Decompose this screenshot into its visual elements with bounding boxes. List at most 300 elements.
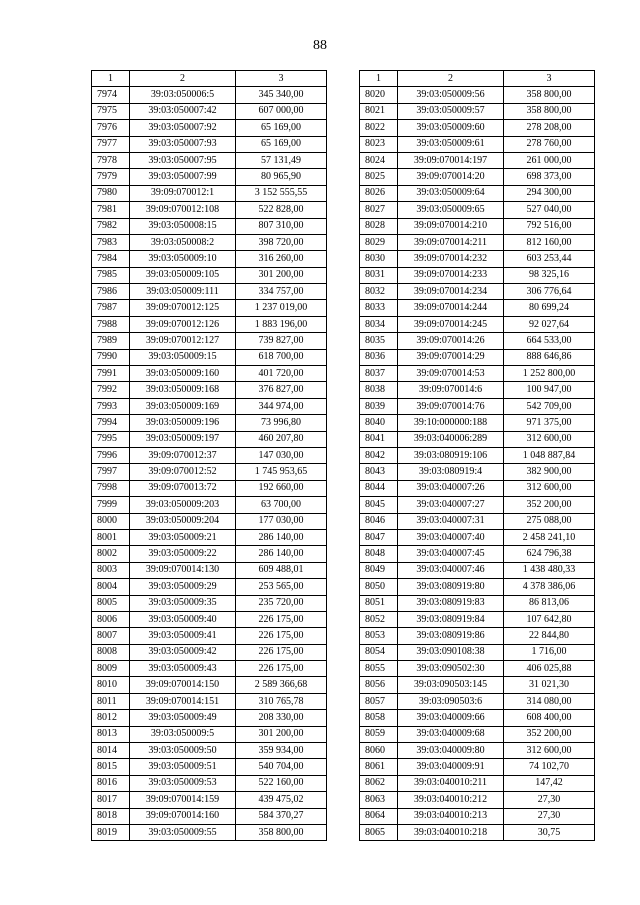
cadastral-number: 39:03:040007:40 bbox=[398, 529, 504, 545]
table-row bbox=[92, 497, 327, 513]
cadastral-number: 39:03:050009:60 bbox=[398, 120, 504, 136]
row-number: 8019 bbox=[92, 824, 130, 840]
table-row bbox=[92, 644, 327, 660]
cadastral-value: 65 169,00 bbox=[236, 120, 327, 136]
cadastral-number: 39:09:070014:233 bbox=[398, 267, 504, 283]
cadastral-number: 39:03:050009:196 bbox=[130, 415, 236, 431]
cadastral-number: 39:03:040010:211 bbox=[398, 775, 504, 791]
table-row bbox=[360, 120, 595, 136]
cadastral-number: 39:03:050009:22 bbox=[130, 546, 236, 562]
table-row bbox=[360, 529, 595, 545]
cadastral-value: 624 796,38 bbox=[504, 546, 595, 562]
cadastral-number: 39:09:070014:150 bbox=[130, 677, 236, 693]
row-number: 8065 bbox=[360, 824, 398, 840]
table-row bbox=[360, 316, 595, 332]
row-number: 8050 bbox=[360, 579, 398, 595]
table-row bbox=[92, 759, 327, 775]
cadastral-value: 344 974,00 bbox=[236, 398, 327, 414]
table-row bbox=[360, 169, 595, 185]
cadastral-value: 3 152 555,55 bbox=[236, 185, 327, 201]
table-row bbox=[360, 431, 595, 447]
cadastral-value: 312 600,00 bbox=[504, 431, 595, 447]
cadastral-number: 39:09:070012:126 bbox=[130, 316, 236, 332]
cadastral-number: 39:03:080919:84 bbox=[398, 611, 504, 627]
table-row bbox=[360, 611, 595, 627]
row-number: 8014 bbox=[92, 743, 130, 759]
cadastral-value: 30,75 bbox=[504, 824, 595, 840]
cadastral-value: 27,30 bbox=[504, 808, 595, 824]
table-row bbox=[92, 595, 327, 611]
cadastral-value: 226 175,00 bbox=[236, 661, 327, 677]
cadastral-value: 540 704,00 bbox=[236, 759, 327, 775]
cadastral-number: 39:03:040007:45 bbox=[398, 546, 504, 562]
table-row bbox=[92, 562, 327, 578]
row-number: 8038 bbox=[360, 382, 398, 398]
row-number: 8059 bbox=[360, 726, 398, 742]
cadastral-value: 294 300,00 bbox=[504, 185, 595, 201]
row-number: 8054 bbox=[360, 644, 398, 660]
table-row bbox=[92, 726, 327, 742]
cadastral-value: 792 516,00 bbox=[504, 218, 595, 234]
table-row bbox=[92, 628, 327, 644]
row-number: 7978 bbox=[92, 152, 130, 168]
cadastral-number: 39:09:070014:234 bbox=[398, 284, 504, 300]
row-number: 7996 bbox=[92, 447, 130, 463]
row-number: 8058 bbox=[360, 710, 398, 726]
cadastral-number: 39:03:050009:51 bbox=[130, 759, 236, 775]
cadastral-value: 608 400,00 bbox=[504, 710, 595, 726]
header-row bbox=[92, 71, 327, 87]
cadastral-value: 352 200,00 bbox=[504, 726, 595, 742]
table-row bbox=[92, 87, 327, 103]
row-number: 8004 bbox=[92, 579, 130, 595]
table-row bbox=[360, 103, 595, 119]
table-row bbox=[92, 267, 327, 283]
table-row bbox=[360, 202, 595, 218]
row-number: 8025 bbox=[360, 169, 398, 185]
cadastral-number: 39:03:050009:15 bbox=[130, 349, 236, 365]
cadastral-number: 39:03:050009:65 bbox=[398, 202, 504, 218]
cadastral-value: 4 378 386,06 bbox=[504, 579, 595, 595]
table-row bbox=[92, 710, 327, 726]
table-row bbox=[92, 513, 327, 529]
cadastral-value: 253 565,00 bbox=[236, 579, 327, 595]
cadastral-number: 39:09:070014:197 bbox=[398, 152, 504, 168]
table-row bbox=[92, 415, 327, 431]
cadastral-value: 398 720,00 bbox=[236, 234, 327, 250]
row-number: 7979 bbox=[92, 169, 130, 185]
cadastral-number: 39:03:080919:83 bbox=[398, 595, 504, 611]
cadastral-value: 278 760,00 bbox=[504, 136, 595, 152]
cadastral-number: 39:03:090502:30 bbox=[398, 661, 504, 677]
cadastral-value: 192 660,00 bbox=[236, 480, 327, 496]
table-row bbox=[92, 202, 327, 218]
table-row bbox=[92, 464, 327, 480]
cadastral-number: 39:03:050009:61 bbox=[398, 136, 504, 152]
cadastral-number: 39:09:070012:52 bbox=[130, 464, 236, 480]
cadastral-number: 39:03:050009:42 bbox=[130, 644, 236, 660]
row-number: 8016 bbox=[92, 775, 130, 791]
table-row bbox=[360, 792, 595, 808]
table-row bbox=[92, 611, 327, 627]
table-row bbox=[92, 333, 327, 349]
cadastral-number: 39:03:040007:27 bbox=[398, 497, 504, 513]
cadastral-number: 39:03:050009:49 bbox=[130, 710, 236, 726]
row-number: 8037 bbox=[360, 366, 398, 382]
cadastral-number: 39:09:070012:37 bbox=[130, 447, 236, 463]
table-row bbox=[360, 251, 595, 267]
cadastral-value: 1 883 196,00 bbox=[236, 316, 327, 332]
row-number: 7974 bbox=[92, 87, 130, 103]
cadastral-number: 39:03:040009:66 bbox=[398, 710, 504, 726]
row-number: 8031 bbox=[360, 267, 398, 283]
row-number: 8001 bbox=[92, 529, 130, 545]
column-header-cadastral: 2 bbox=[130, 71, 236, 87]
table-row bbox=[92, 169, 327, 185]
cadastral-value: 698 373,00 bbox=[504, 169, 595, 185]
cadastral-number: 39:03:040007:26 bbox=[398, 480, 504, 496]
table-row bbox=[360, 710, 595, 726]
row-number: 7987 bbox=[92, 300, 130, 316]
column-header-cadastral: 2 bbox=[398, 71, 504, 87]
table-row bbox=[360, 300, 595, 316]
row-number: 8017 bbox=[92, 792, 130, 808]
table-row bbox=[360, 513, 595, 529]
row-number: 8005 bbox=[92, 595, 130, 611]
table-row bbox=[360, 185, 595, 201]
cadastral-number: 39:09:070014:211 bbox=[398, 234, 504, 250]
cadastral-value: 522 828,00 bbox=[236, 202, 327, 218]
table-row bbox=[360, 136, 595, 152]
cadastral-number: 39:03:050009:111 bbox=[130, 284, 236, 300]
table-row bbox=[360, 267, 595, 283]
row-number: 7984 bbox=[92, 251, 130, 267]
table-row bbox=[92, 431, 327, 447]
row-number: 8002 bbox=[92, 546, 130, 562]
cadastral-number: 39:03:050009:40 bbox=[130, 611, 236, 627]
row-number: 8012 bbox=[92, 710, 130, 726]
row-number: 8030 bbox=[360, 251, 398, 267]
table-row bbox=[92, 316, 327, 332]
cadastral-value: 739 827,00 bbox=[236, 333, 327, 349]
cadastral-number: 39:03:050009:10 bbox=[130, 251, 236, 267]
cadastral-number: 39:03:080919:80 bbox=[398, 579, 504, 595]
table-row bbox=[92, 234, 327, 250]
cadastral-value: 522 160,00 bbox=[236, 775, 327, 791]
cadastral-value: 147 030,00 bbox=[236, 447, 327, 463]
cadastral-value: 1 048 887,84 bbox=[504, 447, 595, 463]
table-row bbox=[360, 693, 595, 709]
row-number: 7998 bbox=[92, 480, 130, 496]
table-row bbox=[360, 284, 595, 300]
cadastral-value: 278 208,00 bbox=[504, 120, 595, 136]
cadastral-value: 316 260,00 bbox=[236, 251, 327, 267]
cadastral-value: 460 207,80 bbox=[236, 431, 327, 447]
cadastral-value: 971 375,00 bbox=[504, 415, 595, 431]
row-number: 8027 bbox=[360, 202, 398, 218]
row-number: 8042 bbox=[360, 447, 398, 463]
row-number: 8032 bbox=[360, 284, 398, 300]
cadastral-value: 22 844,80 bbox=[504, 628, 595, 644]
row-number: 8033 bbox=[360, 300, 398, 316]
cadastral-number: 39:03:050009:56 bbox=[398, 87, 504, 103]
cadastral-number: 39:03:090108:38 bbox=[398, 644, 504, 660]
cadastral-value: 286 140,00 bbox=[236, 546, 327, 562]
cadastral-number: 39:03:050009:105 bbox=[130, 267, 236, 283]
register-table-left bbox=[91, 70, 327, 841]
cadastral-value: 807 310,00 bbox=[236, 218, 327, 234]
cadastral-number: 39:03:050009:203 bbox=[130, 497, 236, 513]
table-row bbox=[360, 464, 595, 480]
row-number: 8000 bbox=[92, 513, 130, 529]
row-number: 8049 bbox=[360, 562, 398, 578]
cadastral-value: 65 169,00 bbox=[236, 136, 327, 152]
row-number: 8006 bbox=[92, 611, 130, 627]
cadastral-value: 301 200,00 bbox=[236, 726, 327, 742]
row-number: 7989 bbox=[92, 333, 130, 349]
cadastral-value: 1 716,00 bbox=[504, 644, 595, 660]
row-number: 8018 bbox=[92, 808, 130, 824]
cadastral-number: 39:09:070014:151 bbox=[130, 693, 236, 709]
row-number: 7976 bbox=[92, 120, 130, 136]
row-number: 8056 bbox=[360, 677, 398, 693]
cadastral-number: 39:03:050007:93 bbox=[130, 136, 236, 152]
cadastral-number: 39:09:070012:125 bbox=[130, 300, 236, 316]
table-row bbox=[92, 120, 327, 136]
table-row bbox=[360, 152, 595, 168]
cadastral-number: 39:03:050009:204 bbox=[130, 513, 236, 529]
cadastral-number: 39:03:050007:95 bbox=[130, 152, 236, 168]
cadastral-value: 310 765,78 bbox=[236, 693, 327, 709]
cadastral-value: 92 027,64 bbox=[504, 316, 595, 332]
row-number: 8047 bbox=[360, 529, 398, 545]
cadastral-value: 235 720,00 bbox=[236, 595, 327, 611]
table-row bbox=[92, 775, 327, 791]
row-number: 8039 bbox=[360, 398, 398, 414]
row-number: 7986 bbox=[92, 284, 130, 300]
cadastral-value: 208 330,00 bbox=[236, 710, 327, 726]
table-row bbox=[360, 628, 595, 644]
row-number: 8011 bbox=[92, 693, 130, 709]
cadastral-number: 39:03:040006:289 bbox=[398, 431, 504, 447]
table-row bbox=[360, 546, 595, 562]
row-number: 8057 bbox=[360, 693, 398, 709]
cadastral-number: 39:03:050009:64 bbox=[398, 185, 504, 201]
cadastral-value: 314 080,00 bbox=[504, 693, 595, 709]
cadastral-value: 80 699,24 bbox=[504, 300, 595, 316]
row-number: 8034 bbox=[360, 316, 398, 332]
cadastral-number: 39:03:050008:2 bbox=[130, 234, 236, 250]
cadastral-value: 63 700,00 bbox=[236, 497, 327, 513]
table-row bbox=[360, 579, 595, 595]
row-number: 8020 bbox=[360, 87, 398, 103]
cadastral-number: 39:09:070014:76 bbox=[398, 398, 504, 414]
cadastral-number: 39:09:070012:127 bbox=[130, 333, 236, 349]
cadastral-number: 39:09:070014:6 bbox=[398, 382, 504, 398]
cadastral-number: 39:03:050007:92 bbox=[130, 120, 236, 136]
cadastral-value: 888 646,86 bbox=[504, 349, 595, 365]
cadastral-value: 334 757,00 bbox=[236, 284, 327, 300]
table-row bbox=[360, 349, 595, 365]
table-row bbox=[360, 480, 595, 496]
cadastral-value: 359 934,00 bbox=[236, 743, 327, 759]
row-number: 7991 bbox=[92, 366, 130, 382]
cadastral-value: 107 642,80 bbox=[504, 611, 595, 627]
cadastral-number: 39:03:050009:41 bbox=[130, 628, 236, 644]
table-row bbox=[360, 497, 595, 513]
row-number: 7975 bbox=[92, 103, 130, 119]
cadastral-number: 39:03:040010:218 bbox=[398, 824, 504, 840]
cadastral-value: 358 800,00 bbox=[236, 824, 327, 840]
table-row bbox=[92, 300, 327, 316]
row-number: 8044 bbox=[360, 480, 398, 496]
table-row bbox=[360, 677, 595, 693]
table-row bbox=[92, 546, 327, 562]
cadastral-number: 39:03:050009:43 bbox=[130, 661, 236, 677]
table-row bbox=[360, 726, 595, 742]
row-number: 8021 bbox=[360, 103, 398, 119]
cadastral-value: 358 800,00 bbox=[504, 103, 595, 119]
table-row bbox=[92, 103, 327, 119]
cadastral-number: 39:03:040007:46 bbox=[398, 562, 504, 578]
cadastral-value: 618 700,00 bbox=[236, 349, 327, 365]
row-number: 8060 bbox=[360, 743, 398, 759]
cadastral-value: 1 745 953,65 bbox=[236, 464, 327, 480]
cadastral-value: 1 252 800,00 bbox=[504, 366, 595, 382]
table-row bbox=[360, 562, 595, 578]
cadastral-number: 39:09:070014:232 bbox=[398, 251, 504, 267]
row-number: 8007 bbox=[92, 628, 130, 644]
cadastral-number: 39:03:090503:6 bbox=[398, 693, 504, 709]
table-row bbox=[92, 136, 327, 152]
table-row bbox=[360, 366, 595, 382]
cadastral-value: 584 370,27 bbox=[236, 808, 327, 824]
row-number: 8036 bbox=[360, 349, 398, 365]
table-row bbox=[92, 398, 327, 414]
row-number: 7990 bbox=[92, 349, 130, 365]
row-number: 8026 bbox=[360, 185, 398, 201]
cadastral-value: 226 175,00 bbox=[236, 628, 327, 644]
cadastral-number: 39:03:050009:29 bbox=[130, 579, 236, 595]
cadastral-value: 301 200,00 bbox=[236, 267, 327, 283]
row-number: 8010 bbox=[92, 677, 130, 693]
cadastral-value: 74 102,70 bbox=[504, 759, 595, 775]
row-number: 8061 bbox=[360, 759, 398, 775]
cadastral-number: 39:03:080919:86 bbox=[398, 628, 504, 644]
cadastral-number: 39:09:070013:72 bbox=[130, 480, 236, 496]
table-row bbox=[92, 447, 327, 463]
table-row bbox=[360, 759, 595, 775]
table-row bbox=[92, 218, 327, 234]
register-table-right bbox=[359, 70, 595, 841]
table-row bbox=[92, 824, 327, 840]
table-row bbox=[92, 349, 327, 365]
row-number: 8024 bbox=[360, 152, 398, 168]
cadastral-value: 31 021,30 bbox=[504, 677, 595, 693]
cadastral-value: 358 800,00 bbox=[504, 87, 595, 103]
table-row bbox=[92, 251, 327, 267]
cadastral-value: 312 600,00 bbox=[504, 480, 595, 496]
cadastral-value: 147,42 bbox=[504, 775, 595, 791]
row-number: 8035 bbox=[360, 333, 398, 349]
cadastral-value: 664 533,00 bbox=[504, 333, 595, 349]
table-row bbox=[360, 644, 595, 660]
cadastral-value: 609 488,01 bbox=[236, 562, 327, 578]
cadastral-value: 439 475,02 bbox=[236, 792, 327, 808]
cadastral-value: 1 438 480,33 bbox=[504, 562, 595, 578]
cadastral-value: 2 589 366,68 bbox=[236, 677, 327, 693]
row-number: 8029 bbox=[360, 234, 398, 250]
table-row bbox=[92, 579, 327, 595]
row-number: 8013 bbox=[92, 726, 130, 742]
cadastral-value: 542 709,00 bbox=[504, 398, 595, 414]
row-number: 7999 bbox=[92, 497, 130, 513]
row-number: 8003 bbox=[92, 562, 130, 578]
cadastral-number: 39:09:070014:53 bbox=[398, 366, 504, 382]
cadastral-value: 177 030,00 bbox=[236, 513, 327, 529]
row-number: 7977 bbox=[92, 136, 130, 152]
row-number: 8046 bbox=[360, 513, 398, 529]
row-number: 8022 bbox=[360, 120, 398, 136]
cadastral-number: 39:03:040009:91 bbox=[398, 759, 504, 775]
cadastral-value: 261 000,00 bbox=[504, 152, 595, 168]
row-number: 8055 bbox=[360, 661, 398, 677]
row-number: 8041 bbox=[360, 431, 398, 447]
table-row bbox=[92, 382, 327, 398]
cadastral-value: 376 827,00 bbox=[236, 382, 327, 398]
cadastral-value: 1 237 019,00 bbox=[236, 300, 327, 316]
cadastral-value: 312 600,00 bbox=[504, 743, 595, 759]
row-number: 8028 bbox=[360, 218, 398, 234]
cadastral-number: 39:03:040009:80 bbox=[398, 743, 504, 759]
column-header-value: 3 bbox=[236, 71, 327, 87]
cadastral-value: 98 325,16 bbox=[504, 267, 595, 283]
cadastral-number: 39:03:050009:35 bbox=[130, 595, 236, 611]
row-number: 8048 bbox=[360, 546, 398, 562]
table-row bbox=[92, 480, 327, 496]
table-row bbox=[92, 792, 327, 808]
cadastral-number: 39:03:090503:145 bbox=[398, 677, 504, 693]
cadastral-number: 39:03:040010:213 bbox=[398, 808, 504, 824]
cadastral-number: 39:03:050006:5 bbox=[130, 87, 236, 103]
table-row bbox=[92, 529, 327, 545]
row-number: 8063 bbox=[360, 792, 398, 808]
cadastral-number: 39:09:070014:20 bbox=[398, 169, 504, 185]
row-number: 7988 bbox=[92, 316, 130, 332]
row-number: 8051 bbox=[360, 595, 398, 611]
cadastral-number: 39:09:070014:244 bbox=[398, 300, 504, 316]
cadastral-value: 226 175,00 bbox=[236, 644, 327, 660]
cadastral-value: 2 458 241,10 bbox=[504, 529, 595, 545]
header-row bbox=[360, 71, 595, 87]
table-row bbox=[360, 87, 595, 103]
cadastral-value: 607 000,00 bbox=[236, 103, 327, 119]
cadastral-value: 100 947,00 bbox=[504, 382, 595, 398]
cadastral-number: 39:03:050009:55 bbox=[130, 824, 236, 840]
table-row bbox=[360, 447, 595, 463]
cadastral-number: 39:09:070014:26 bbox=[398, 333, 504, 349]
cadastral-number: 39:03:050007:99 bbox=[130, 169, 236, 185]
cadastral-number: 39:03:050009:53 bbox=[130, 775, 236, 791]
cadastral-number: 39:03:050009:168 bbox=[130, 382, 236, 398]
cadastral-value: 226 175,00 bbox=[236, 611, 327, 627]
cadastral-number: 39:09:070014:210 bbox=[398, 218, 504, 234]
table-row bbox=[360, 775, 595, 791]
row-number: 7981 bbox=[92, 202, 130, 218]
row-number: 7982 bbox=[92, 218, 130, 234]
table-row bbox=[92, 661, 327, 677]
row-number: 7983 bbox=[92, 234, 130, 250]
